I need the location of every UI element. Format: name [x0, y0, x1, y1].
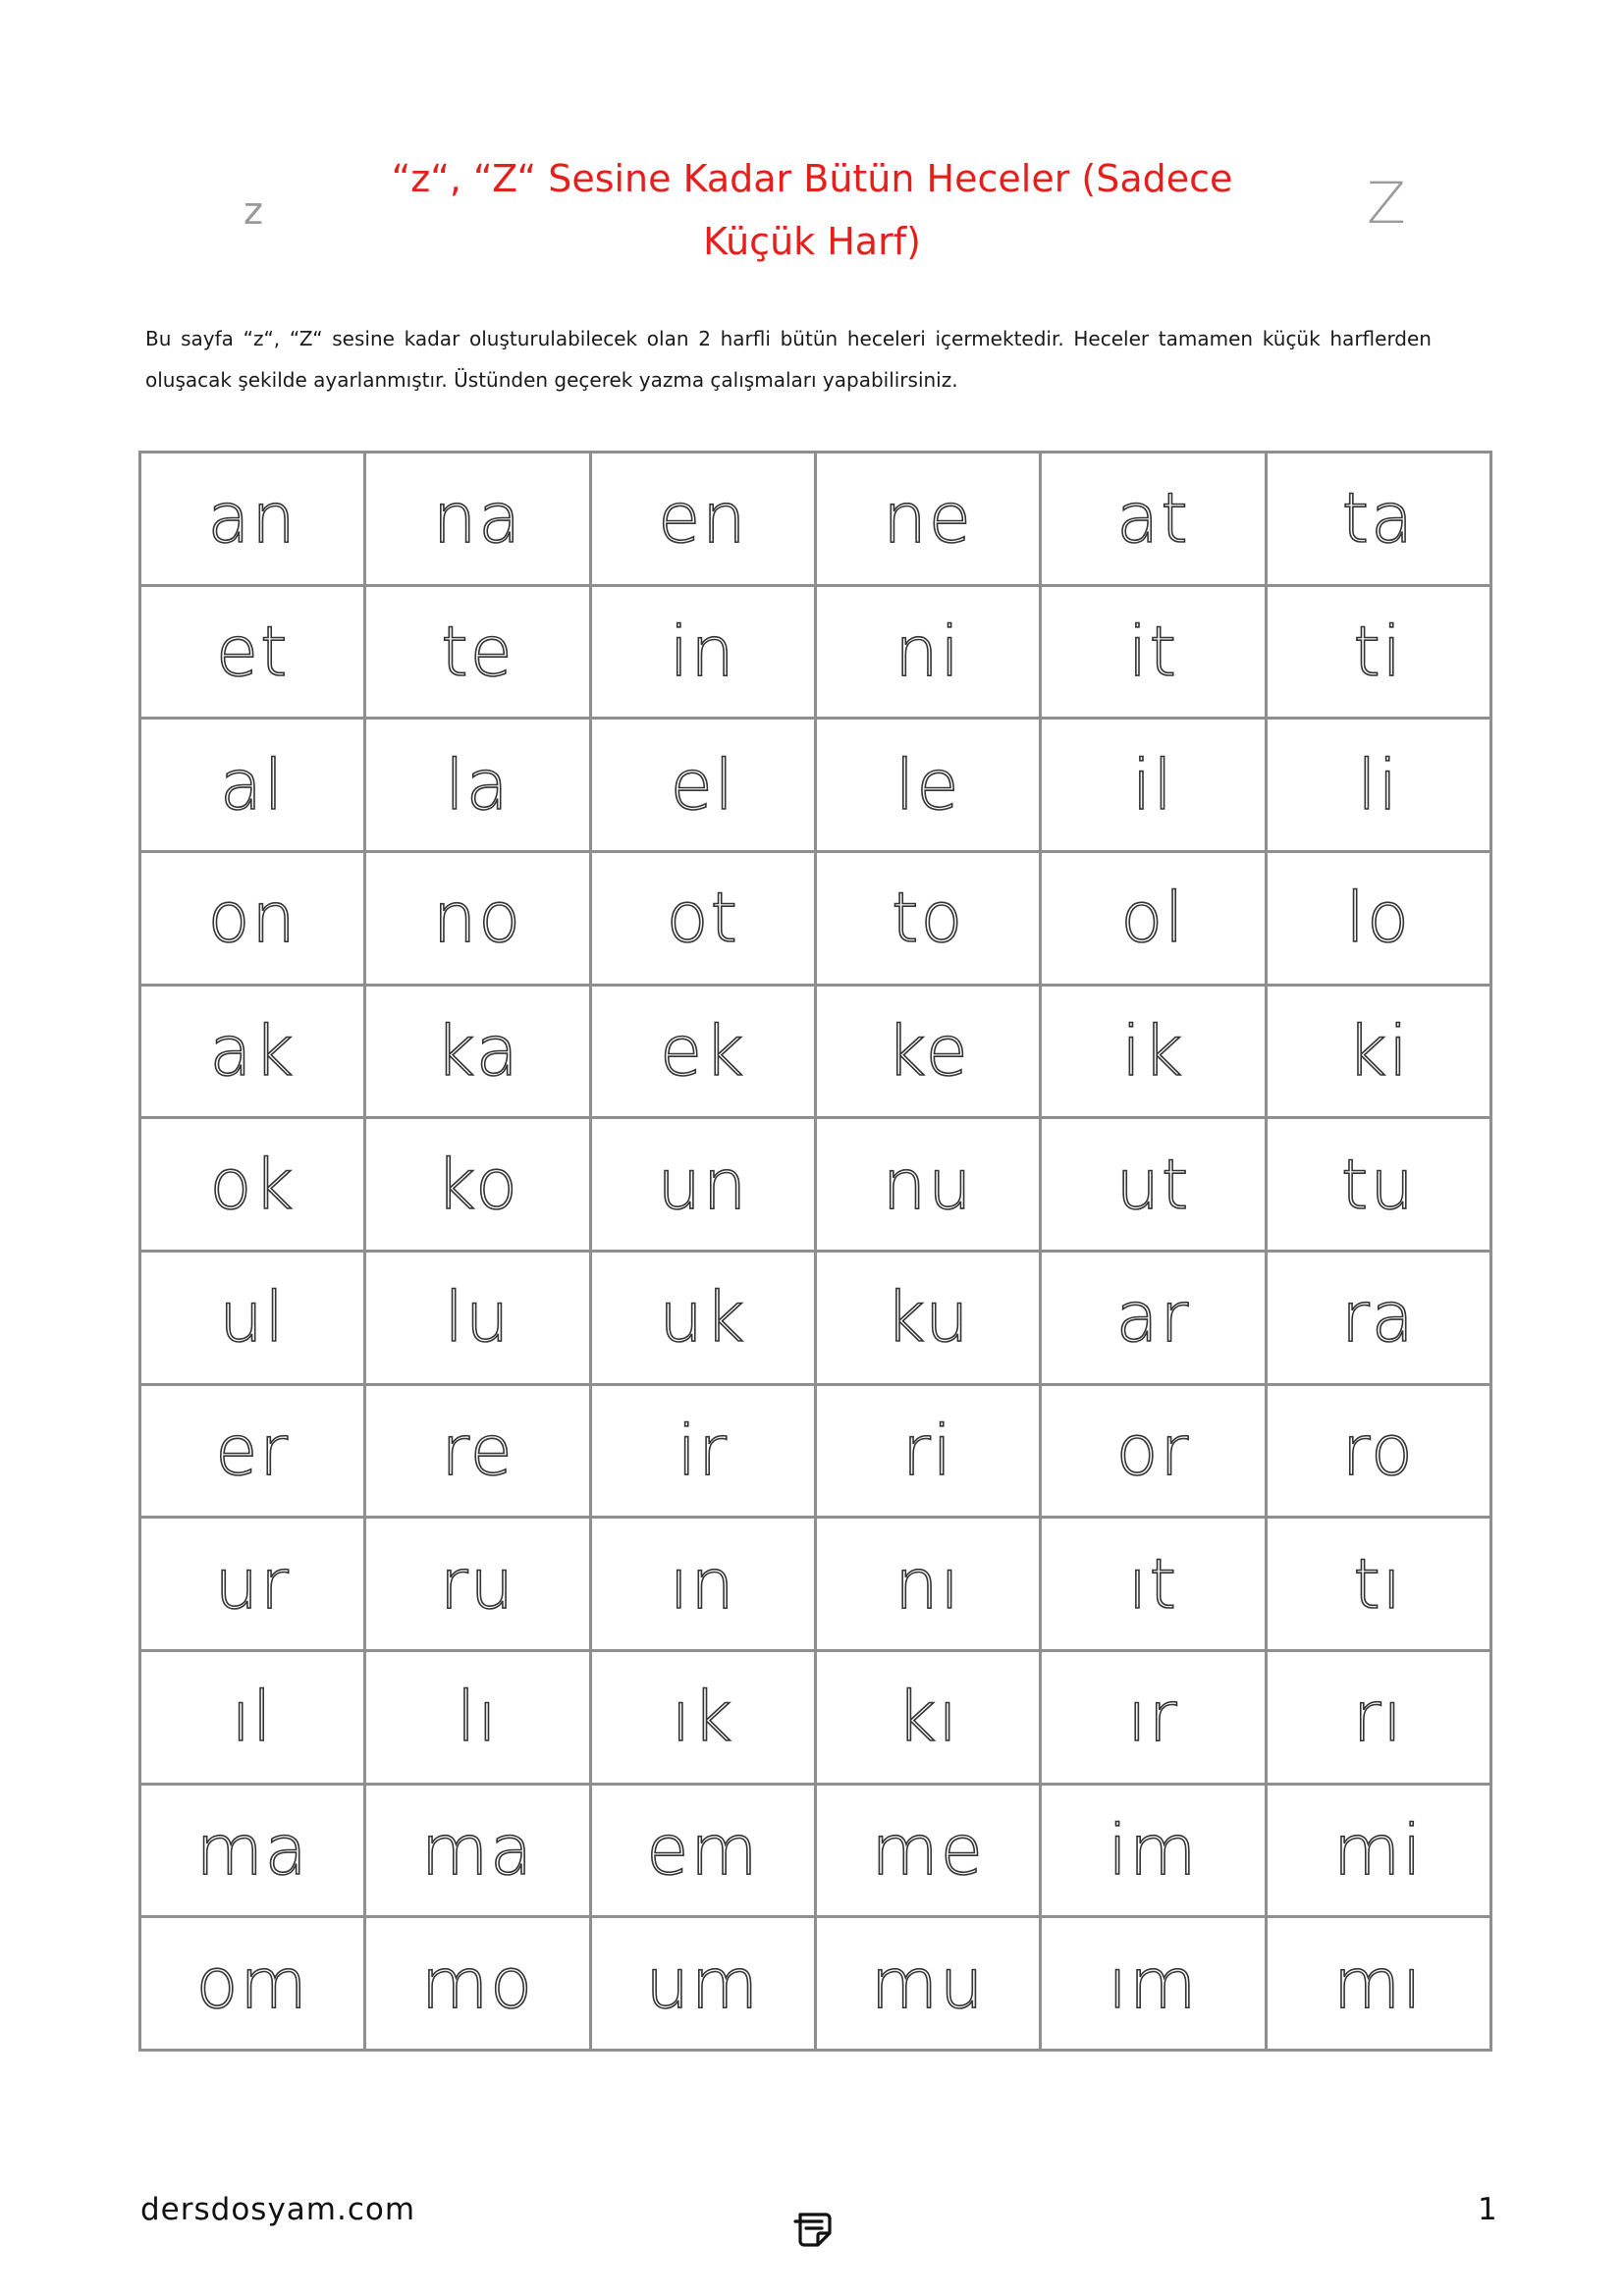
tracing-syllable: tu [1340, 1144, 1416, 1225]
tracing-syllable: ol [1120, 878, 1186, 959]
tracing-syllable: mi [1333, 1809, 1424, 1891]
grid-cell [1266, 1251, 1490, 1384]
grid-cell [1266, 1118, 1490, 1252]
tracing-syllable: ke [886, 1010, 970, 1092]
tracing-syllable: te [441, 611, 514, 692]
grid-cell [590, 1784, 815, 1917]
grid-cell [815, 1518, 1040, 1651]
grid-cell [365, 1118, 590, 1252]
tracing-syllable: no [432, 878, 523, 959]
page-title: “z“, “Z“ Sesine Kadar Bütün Heceler (Sadece Küçük Harf) [391, 157, 1233, 263]
grid-cell [590, 719, 815, 852]
tracing-syllable: ok [209, 1144, 296, 1225]
grid-cell [140, 585, 365, 719]
grid-cell [1266, 719, 1490, 852]
grid-cell [140, 1518, 365, 1651]
tracing-syllable: ır [1127, 1677, 1179, 1758]
grid-cell [1266, 1650, 1490, 1784]
grid-cell [815, 1650, 1040, 1784]
grid-cell [365, 985, 590, 1118]
tracing-syllable: ki [1346, 1010, 1410, 1092]
grid-cell [365, 1784, 590, 1917]
grid-row [140, 851, 1491, 985]
grid-cell [1266, 1784, 1490, 1917]
tracing-syllable: ot [666, 878, 739, 959]
grid-cell [815, 1784, 1040, 1917]
tracing-syllable: at [1116, 478, 1190, 560]
tracing-syllable: an [207, 478, 298, 560]
grid-cell [1041, 1251, 1266, 1384]
tracing-syllable: ık [671, 1677, 734, 1758]
grid-cell [140, 1917, 365, 2051]
grid-cell [1266, 985, 1490, 1118]
tracing-syllable: ik [1121, 1010, 1185, 1092]
grid-cell [365, 719, 590, 852]
tracing-syllable: om [195, 1943, 309, 2024]
tracing-syllable: ro [1341, 1410, 1415, 1491]
corner-uppercase-letter: Z [1367, 170, 1406, 237]
grid-cell [140, 1118, 365, 1252]
tracing-syllable: ur [214, 1543, 291, 1625]
tracing-syllable: al [219, 744, 286, 826]
intro-paragraph: Bu sayfa “z“, “Z“ sesine kadar oluşturulabilecek olan 2 harfli bütün heceleri içermektedir. Heceler tamamen küçük harflerden oluşacak şekilde ayarlanmıştır. Üstünden geçerek yazma çalışmaları yapabilirsiniz. [145, 327, 1432, 392]
grid-cell [1266, 851, 1490, 985]
tracing-syllable: rı [1352, 1677, 1404, 1758]
tracing-syllable: uk [659, 1277, 747, 1359]
tracing-syllable: et [215, 611, 290, 692]
grid-cell [815, 1917, 1040, 2051]
grid-cell [140, 1650, 365, 1784]
grid-cell [1041, 719, 1266, 852]
grid-cell [1041, 851, 1266, 985]
grid-cell [1266, 1384, 1490, 1518]
tracing-syllable: or [1115, 1410, 1191, 1491]
tracing-syllable: na [432, 478, 523, 560]
grid-cell [365, 1251, 590, 1384]
grid-cell [815, 1251, 1040, 1384]
tracing-syllable: um [645, 1943, 761, 2024]
grid-cell [590, 585, 815, 719]
tracing-syllable: ri [902, 1410, 954, 1491]
grid-cell [140, 1384, 365, 1518]
grid-cell [590, 453, 815, 586]
tracing-syllable: la [445, 744, 511, 826]
tracing-syllable: en [658, 478, 748, 560]
tracing-syllable: ma [420, 1809, 535, 1891]
grid-cell [590, 1384, 815, 1518]
grid-cell [815, 719, 1040, 852]
grid-cell [1041, 585, 1266, 719]
tracing-syllable: ul [219, 1277, 287, 1359]
tracing-syllable: in [669, 611, 736, 692]
tracing-syllable: ra [1340, 1277, 1416, 1359]
grid-cell [1041, 1518, 1266, 1651]
syllable-tracing-grid [138, 451, 1492, 2052]
grid-cell [1266, 585, 1490, 719]
tracing-syllable: ku [885, 1277, 971, 1359]
grid-cell [815, 1118, 1040, 1252]
tracing-syllable: ne [883, 478, 973, 560]
grid-cell [365, 585, 590, 719]
grid-cell [815, 851, 1040, 985]
grid-cell [365, 851, 590, 985]
grid-cell [590, 1917, 815, 2051]
tracing-syllable: ta [1341, 478, 1415, 560]
tracing-syllable: ka [435, 1010, 520, 1092]
tracing-syllable: el [670, 744, 736, 826]
grid-cell [140, 719, 365, 852]
tracing-syllable: ın [669, 1543, 736, 1625]
tracing-syllable: mı [1333, 1943, 1424, 2024]
grid-cell [1266, 453, 1490, 586]
tracing-syllable: ar [1115, 1277, 1191, 1359]
grid-row [140, 1251, 1491, 1384]
tracing-syllable: tı [1353, 1543, 1404, 1625]
tracing-syllable: re [441, 1410, 514, 1491]
grid-cell [365, 1518, 590, 1651]
grid-cell [815, 585, 1040, 719]
grid-cell [365, 1917, 590, 2051]
tracing-syllable: kı [896, 1677, 960, 1758]
grid-cell [1041, 1118, 1266, 1252]
tracing-syllable: me [871, 1809, 985, 1891]
tracing-syllable: ım [1108, 1943, 1199, 2024]
grid-row [140, 1384, 1491, 1518]
tracing-syllable: ak [209, 1010, 296, 1092]
tracing-syllable: mu [870, 1943, 986, 2024]
grid-cell [365, 453, 590, 586]
tracing-syllable: ut [1115, 1144, 1191, 1225]
tracing-syllable: ko [436, 1144, 519, 1225]
tracing-syllable: lı [457, 1677, 499, 1758]
tracing-syllable: ru [439, 1543, 516, 1625]
grid-row [140, 985, 1491, 1118]
grid-cell [1041, 1384, 1266, 1518]
tracing-syllable: to [892, 878, 965, 959]
grid-cell [815, 453, 1040, 586]
grid-row [140, 1917, 1491, 2051]
tracing-syllable: nu [882, 1144, 974, 1225]
tracing-syllable: ir [677, 1410, 729, 1491]
grid-cell [1266, 1917, 1490, 2051]
grid-row [140, 453, 1491, 586]
tracing-syllable: er [215, 1410, 291, 1491]
tracing-syllable: it [1128, 611, 1178, 692]
grid-cell [140, 851, 365, 985]
grid-cell [365, 1650, 590, 1784]
footer-site-name: dersdosyam.com [140, 2192, 416, 2227]
grid-row [140, 585, 1491, 719]
tracing-syllable: ek [660, 1010, 746, 1092]
tracing-syllable: im [1108, 1809, 1199, 1891]
tracing-syllable: mo [420, 1943, 534, 2024]
tracing-syllable: ni [894, 611, 962, 692]
tracing-syllable: lo [1345, 878, 1411, 959]
grid-cell [590, 1518, 815, 1651]
grid-cell [1041, 1784, 1266, 1917]
tracing-syllable: ıt [1128, 1543, 1178, 1625]
grid-cell [1041, 1917, 1266, 2051]
grid-cell [1266, 1518, 1490, 1651]
grid-cell [1041, 1650, 1266, 1784]
grid-cell [590, 851, 815, 985]
tracing-syllable: il [1132, 744, 1174, 826]
grid-cell [1041, 453, 1266, 586]
tracing-syllable: ma [195, 1809, 309, 1891]
grid-cell [1041, 985, 1266, 1118]
tracing-syllable: on [207, 878, 298, 959]
grid-cell [590, 1650, 815, 1784]
tracing-syllable: ıl [231, 1677, 274, 1758]
grid-cell [590, 1251, 815, 1384]
grid-cell [590, 985, 815, 1118]
grid-cell [140, 985, 365, 1118]
grid-cell [140, 1251, 365, 1384]
grid-cell [140, 1784, 365, 1917]
page-number: 1 [1478, 2192, 1497, 2227]
grid-row [140, 719, 1491, 852]
grid-cell [590, 1118, 815, 1252]
grid-cell [815, 1384, 1040, 1518]
tracing-syllable: ti [1353, 611, 1404, 692]
grid-row [140, 1518, 1491, 1651]
grid-cell [140, 453, 365, 586]
tracing-syllable: lu [444, 1277, 512, 1359]
document-lines-icon [791, 2207, 837, 2252]
grid-row [140, 1650, 1491, 1784]
tracing-syllable: li [1357, 744, 1400, 826]
tracing-syllable: em [646, 1809, 760, 1891]
tracing-syllable: le [894, 744, 961, 826]
grid-row [140, 1784, 1491, 1917]
tracing-syllable: un [657, 1144, 749, 1225]
tracing-syllable: nı [894, 1543, 962, 1625]
corner-lowercase-letter: z [244, 189, 263, 233]
grid-row [140, 1118, 1491, 1252]
grid-cell [365, 1384, 590, 1518]
grid-cell [815, 985, 1040, 1118]
